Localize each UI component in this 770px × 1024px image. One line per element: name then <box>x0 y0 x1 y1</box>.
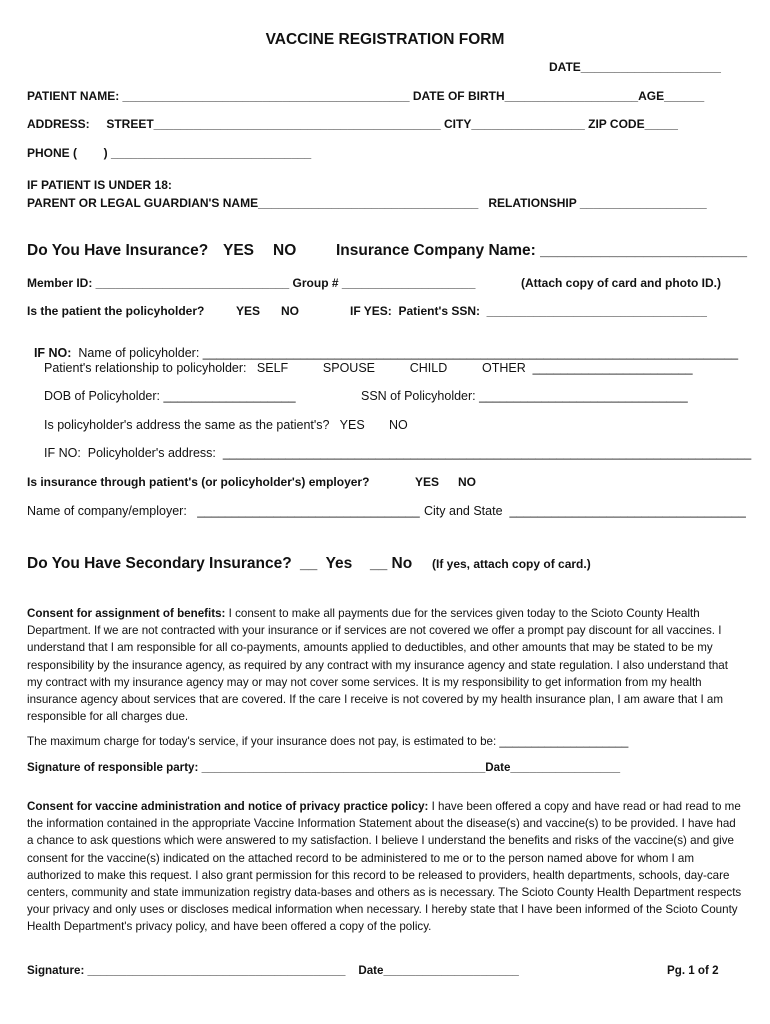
max-charge-field[interactable]: The maximum charge for today's service, if your insurance does not pay, is estimated to be: ____________________ <box>27 735 629 748</box>
page-number: Pg. 1 of 2 <box>667 964 719 977</box>
address-same-question[interactable]: Is policyholder's address the same as the patient's? YES NO <box>44 418 408 432</box>
patient-ssn-field[interactable]: IF YES: Patient's SSN: _________________________________ <box>350 304 707 318</box>
insurance-no-option[interactable]: NO <box>273 242 297 259</box>
employer-name-field[interactable]: Name of company/employer: ________________________________ <box>27 504 420 518</box>
policyholder-dob-field[interactable]: DOB of Policyholder: ___________________ <box>44 389 296 403</box>
insurance-question: Do You Have Insurance? <box>27 242 209 259</box>
consent-vaccine-text: I have been offered a copy and have read or had read to me the information contained in the appropriate Vaccine Information Statement about the disease(s) and vaccine(s) to be provided. I have had a chance to ask questions which were answered to my satisfaction. I believe I understand the benefits and risks of the vaccine(s) and give consent for the vaccine(s) indicated on the attached record to be administered to me or to the person named above for whom I am authorized to make this request. I also grant permission for this record to be released to providers, health departments, schools, day-care centers, community and state immunization registry data-bases and others as is necessary. The Scioto County Health Department respects your privacy and only uses or discloses medical information when necessary. I hereby state that I have been informed of the Scioto County Health Department's privacy policy, and have been offered a copy of the policy. <box>27 800 742 934</box>
phone-field[interactable]: PHONE ( ) ______________________________ <box>27 146 312 160</box>
policyholder-name-row[interactable] <box>27 334 738 359</box>
form-title: VACCINE REGISTRATION FORM <box>265 31 505 48</box>
guardian-field[interactable]: PARENT OR LEGAL GUARDIAN'S NAME_________________________________ RELATIONSHIP ___________________ <box>27 196 707 210</box>
secondary-note: (If yes, attach copy of card.) <box>432 557 591 571</box>
employer-no-option[interactable]: NO <box>458 475 476 489</box>
signature-field[interactable]: Signature: ________________________________________ Date_____________________ <box>27 964 519 977</box>
consent-benefits-paragraph <box>27 605 743 725</box>
if-no-label: IF NO: <box>33 345 72 360</box>
address-field[interactable]: ADDRESS: STREET___________________________________________ CITY_________________ ZIP CODE_____ <box>27 117 678 131</box>
employer-question: Is insurance through patient's (or policyholder's) employer? <box>27 475 370 489</box>
policyholder-yes-option[interactable]: YES <box>236 304 261 318</box>
insurance-company-field[interactable]: Insurance Company Name: ________________________ <box>336 242 748 259</box>
policyholder-question: Is the patient the policyholder? <box>27 304 205 318</box>
responsible-signature-field[interactable]: Signature of responsible party: ____________________________________________Date_________________ <box>27 761 621 774</box>
secondary-no-option[interactable]: __ No <box>370 555 413 572</box>
member-id-field[interactable]: Member ID: _____________________________ Group # ____________________ <box>27 276 476 290</box>
consent-benefits-text: I consent to make all payments due for the services given today to the Scioto County Health Department. If we are not contracted with your insurance or if services are not covered we offer a prompt pay discount for all vaccines. I understand that I am responsible for all co-payments, amounts applied to deductibles, and other amounts that may be stated to be my responsibility by the insurance agency, as required by any contract with my insurance agency and state regulation. I also understand that my contract with my insurance agency may or may not cover some services. It is my responsibility to get information from my health insurance agency about services that are covered. If the care I receive is not covered by my health insurance plan, I am aware that I am responsible for all charges due. <box>27 607 728 724</box>
policyholder-ssn-field[interactable]: SSN of Policyholder: ______________________________ <box>361 389 688 403</box>
attach-card-note: (Attach copy of card and photo ID.) <box>521 276 721 290</box>
employer-city-state-field[interactable]: City and State __________________________________ <box>424 504 746 518</box>
date-field[interactable]: DATE_____________________ <box>549 60 721 74</box>
consent-benefits-label: Consent for assignment of benefits: <box>27 607 226 620</box>
secondary-insurance-question: Do You Have Secondary Insurance? <box>27 555 292 572</box>
insurance-yes-option[interactable]: YES <box>223 242 255 259</box>
policyholder-address-field[interactable]: IF NO: Policyholder's address: ____________________________________________________________________________ <box>44 446 752 460</box>
policyholder-no-option[interactable]: NO <box>281 304 299 318</box>
consent-vaccine-label: Consent for vaccine administration and notice of privacy practice policy: <box>27 800 429 813</box>
patient-name-field[interactable]: PATIENT NAME: ___________________________________________ DATE OF BIRTH____________________AGE______ <box>27 89 705 103</box>
secondary-yes-option[interactable]: __ Yes <box>300 555 353 572</box>
under-18-heading: IF PATIENT IS UNDER 18: <box>27 178 172 192</box>
employer-yes-option[interactable]: YES <box>415 475 440 489</box>
consent-vaccine-paragraph <box>27 798 743 936</box>
policyholder-name-field[interactable]: Name of policyholder: _____________________________________________________________________________ <box>71 345 739 360</box>
relationship-field[interactable]: Patient's relationship to policyholder: SELF SPOUSE CHILD OTHER _______________________ <box>44 361 693 375</box>
